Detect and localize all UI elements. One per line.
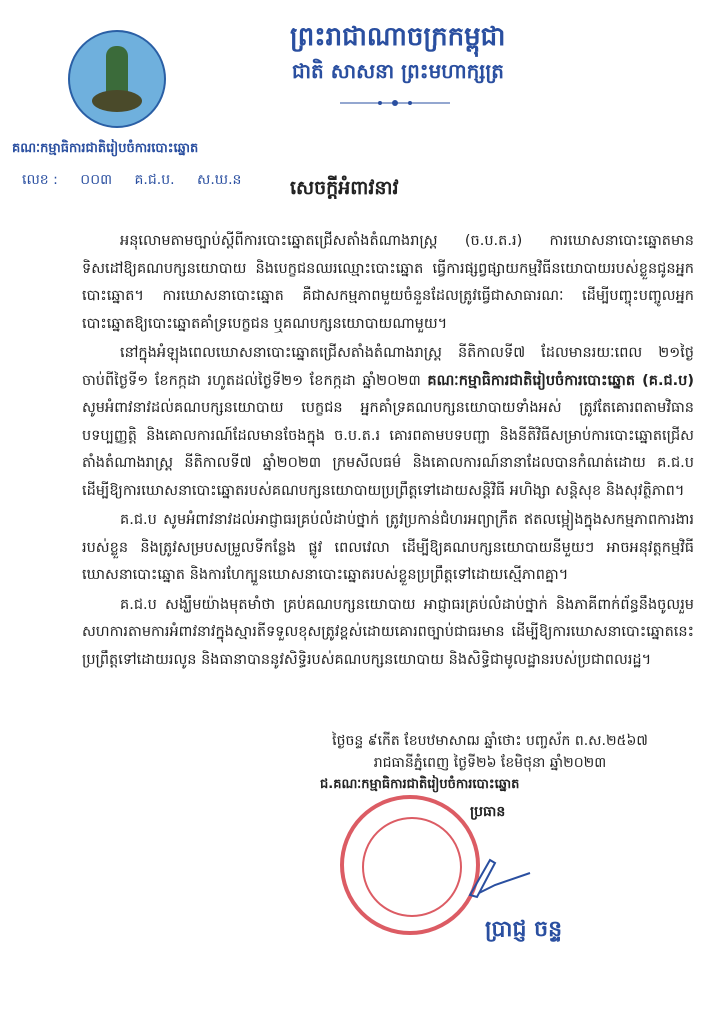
logo-base: [92, 90, 142, 112]
paragraph-2-bold: គណៈកម្មាធិការជាតិរៀបចំការបោះឆ្នោត (គ.ជ.ប): [427, 372, 694, 389]
date-block: [290, 730, 690, 774]
paragraph-4: គ.ជ.ប សង្ឃឹមយ៉ាងមុតមាំថា គ្រប់គណបក្សនយោបាយ អាជ្ញាធរគ្រប់លំដាប់ថ្នាក់ និងភាគីពាក់ព័ន្ធនឹងចូលរួមសហការតាមការអំពាវនាវក្នុងស្មារតីទទួលខុសត្រូវខ្ពស់ដោយគោរពច្បាប់ជាធរមាន ដើម្បីឱ្យការឃោសនាបោះឆ្នោតនេះ ប្រព្រឹត្តទៅដោយរលូន និងធានាបាននូវសិទ្ធិរបស់គណបក្សនយោបាយ និងសិទ្ធិជាមូលដ្ឋានរបស់ប្រជាពលរដ្ឋ។: [82, 596, 694, 668]
on-behalf-line: ជ.គណៈកម្មាធិការជាតិរៀបចំការបោះឆ្នោត: [320, 777, 520, 792]
document-title: សេចក្តីអំពាវនាវ: [290, 177, 399, 199]
logo-figure: [106, 46, 128, 96]
ref-suffix: ស.ឃ.ន: [197, 172, 242, 188]
ref-code: គ.ជ.ប.: [134, 172, 175, 188]
paragraph-1: អនុលោមតាមច្បាប់ស្តីពីការបោះឆ្នោតជ្រើសតាំងតំណាងរាស្ត្រ (ច.ប.ត.រ) ការឃោសនាបោះឆ្នោតមានទិសដៅឱ្យគណបក្សនយោបាយ និងបេក្ខជនឈរឈ្មោះបោះឆ្នោត ធ្វើការផ្សព្វផ្សាយកម្មវិធីនយោបាយរបស់ខ្លួនជូនអ្នកបោះឆ្នោត។ ការឃោសនាបោះឆ្នោត គឺជាសកម្មភាពមួយចំនួនដែលត្រូវធ្វើជាសាធារណៈ ដើម្បីបញ្ចុះបញ្ចូលអ្នកបោះឆ្នោតឱ្យបោះឆ្នោតគាំទ្របេក្ខជន ឬគណបក្សនយោបាយណាមួយ។: [82, 233, 694, 332]
document-body: [82, 228, 694, 676]
kingdom-heading: ព្រះរាជាណាចក្រកម្ពុជា: [290, 22, 506, 52]
official-stamp: [340, 795, 480, 935]
signature: [465, 845, 535, 905]
organization-name: គណៈកម្មាធិការជាតិរៀបចំការបោះឆ្នោត: [12, 141, 199, 156]
paragraph-2: [82, 340, 694, 505]
lunar-date: ថ្ងៃចន្ទ ៩កើត ខែបឋមាសាឍ ឆ្នាំថោះ បញ្ចស័ក ព.ស.២៥៦៧: [332, 733, 648, 749]
place-date: រាជធានីភ្នំពេញ ថ្ងៃទី២៦ ខែមិថុនា ឆ្នាំ២០២៣: [373, 755, 607, 771]
ref-number: ០០៣: [80, 172, 113, 188]
paragraph-2-text: នៅក្នុងអំឡុងពេលឃោសនាបោះឆ្នោតជ្រើសតាំងតំណាងរាស្ត្រ នីតិកាលទី៧ ដែលមានរយៈពេល ២១ថ្ងៃ ចាប់ពីថ្ងៃទី១ ខែកក្កដា រហូតដល់ថ្ងៃទី២១ ខែកក្កដា ឆ្នាំ២០២៣: [82, 345, 694, 389]
paragraph-2-text-cont: សូមអំពាវនាវដល់គណបក្សនយោបាយ បេក្ខជន អ្នកគាំទ្រគណបក្សនយោបាយទាំងអស់ ត្រូវតែគោរពតាមវិធាន បទប្បញ្ញត្តិ និងគោលការណ៍ដែលមានចែងក្នុង ច.ប.ត.រ គោរពតាមបទបញ្ជា និងនីតិវិធីសម្រាប់ការបោះឆ្នោតជ្រើសតាំងតំណាងរាស្ត្រ នីតិកាលទី៧ ឆ្នាំ២០២៣ ក្រមសីលធម៌ និងគោលការណ៍នានាដែលបានកំណត់ដោយ គ.ជ.ប ដើម្បីឱ្យការឃោសនាបោះឆ្នោតរបស់គណបក្សនយោបាយប្រព្រឹត្តទៅដោយសន្តិវិធី អហិង្សា សន្តិសុខ និងសុវត្ថិភាព។: [82, 400, 694, 499]
nec-logo: [68, 30, 166, 128]
reference-line: [22, 170, 259, 191]
ornament-divider: [340, 98, 450, 108]
paragraph-3: គ.ជ.ប សូមអំពាវនាវដល់អាជ្ញាធរគ្រប់លំដាប់ថ្នាក់ ត្រូវប្រកាន់ជំហរអព្យាក្រឹត ឥតលម្អៀងក្នុងសកម្មភាពការងាររបស់ខ្លួន និងត្រូវសម្របសម្រួលទីកន្លែង ផ្លូវ ពេលវេលា ដើម្បីឱ្យគណបក្សនយោបាយនីមួយៗ អាចអនុវត្តកម្មវិធីឃោសនាបោះឆ្នោត និងការហែក្បួនឃោសនាបោះឆ្នោតរបស់ខ្លួនប្រព្រឹត្តទៅដោយស្មើភាពគ្នា។: [82, 512, 694, 583]
signatory-name: ប្រាជ្ញ ចន្ទ: [485, 917, 563, 942]
position-title: ប្រធាន: [470, 804, 506, 820]
national-motto: ជាតិ សាសនា ព្រះមហាក្សត្រ: [292, 59, 504, 83]
ref-label: លេខ :: [22, 172, 58, 188]
